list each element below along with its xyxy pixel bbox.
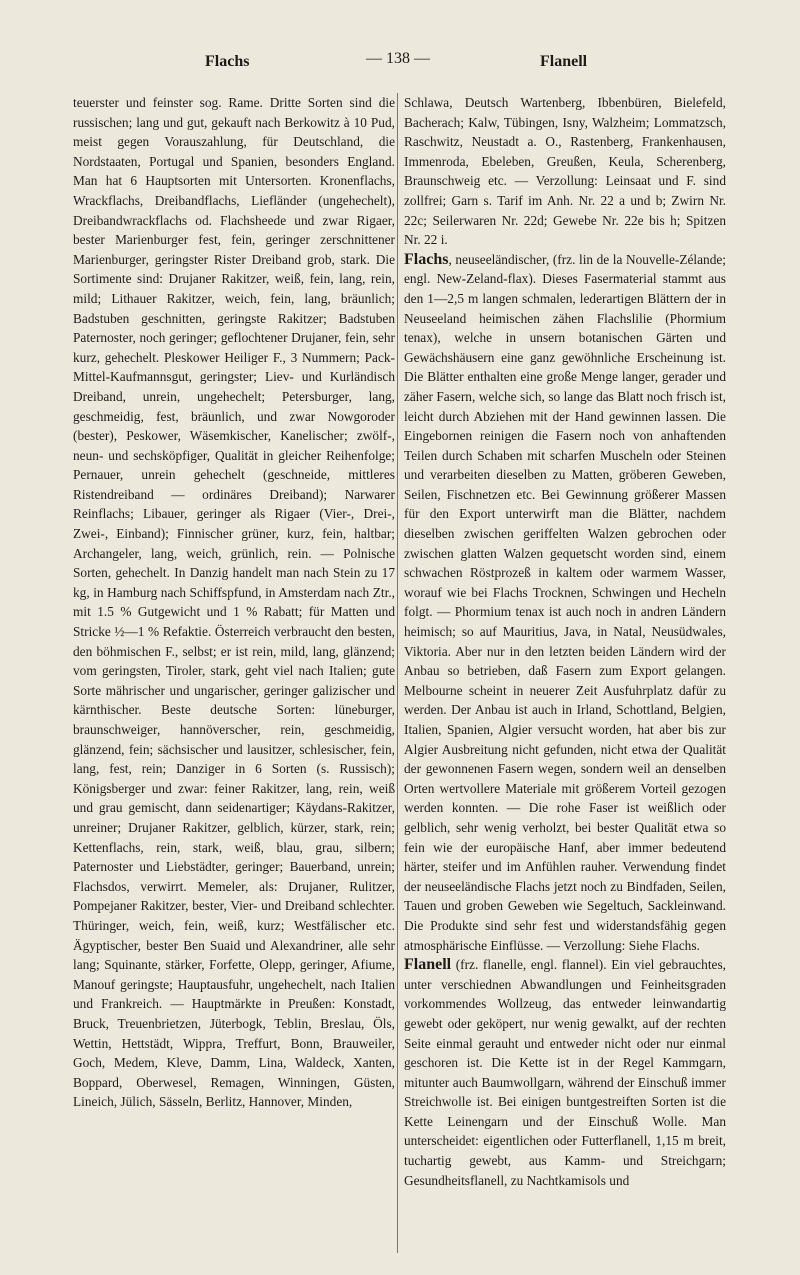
right-column bbox=[404, 93, 726, 1190]
entry-body: , neuseeländischer, (frz. lin de la Nouvelle-Zélande; engl. New-Zeland-flax). Dieses Fasermaterial stammt aus den 1—2,5 m langen schmalen, lederartigen Blättern der in Neuseeland heimischen zähen Flachslilie (Phormium tenax), welche in unsern botanischen Gärten und Gewächshäusern eine ganz gewöhnliche Erscheinung ist. Die Blätter enthalten eine große Menge langer, gerader und zäher Fasern, welche sich, so lange das Blatt noch frisch ist, leicht durch Abziehen mit der Hand gewinnen lassen. Die Eingebornen reinigen die Fasern noch von anhaftenden Teilen durch Schaben mit scharfen Muscheln oder Steinen und verarbeiten dieselben zu Matten, gröberen Geweben, Seilen, Fischnetzen etc. Bei Gewinnung größerer Massen für den Export unterwirft man die Blätter, nachdem dieselben zwischen geriffelten Walzen gebrochen oder zwischen glatten Walzen gequetscht worden sind, einem schwachen Röstprozeß in kaltem oder warmem Wasser, worauf wie bei Flachs Trocknen, Schwingen und Hecheln folgt. — Phormium tenax ist auch noch in andren Ländern heimisch; so auf Mauritius, Java, in Natal, Neusüdwales, Viktoria. Aber nur in den letzten beiden Ländern wird der Anbau so betrieben, daß Fasern zum Export gelangen. Melbourne scheint in neuerer Zeit Ausfuhrplatz dafür zu werden. Der Anbau ist auch in Irland, Schottland, Belgien, Italien, Spanien, Algier versucht worden, hat aber bis zur Algier Ausbreitung nicht gefunden, nicht etwa der Qualität der gewonnenen Fasern wegen, sondern weil an denselben Orten wertvollere Materiale mit größerem Vorteil gezogen werden konnten. — Die rohe Faser ist weißlich oder gelblich, sehr wenig verholzt, bei bester Qualität etwa so fein wie der europäische Hanf, aber immer bedeutend härter, steifer und im Anfühlen rauher. Verwendung findet der neuseeländische Flachs jetzt noch zu Bindfaden, Seilen, Tauen und groben Geweben wie Segeltuch, Sackleinwand. Die Produkte sind sehr fest und widerstandsfähig gegen atmosphärische Einflüsse. — Verzollung: Siehe Flachs. bbox=[404, 251, 726, 953]
entry-body: (frz. flanelle, engl. flannel). Ein viel gebrauchtes, unter verschiednen Abwandlungen und Feinheitsgraden vorkommendes Wollzeug, das entweder leinwandartig gewebt oder geköpert, nur wenig gewalkt, auf der rechten Seite einmal gerauht und entweder nicht oder nur einmal geschoren ist. Die Kette ist in der Regel Kammgarn, mitunter auch Baumwollgarn, während der Einschuß immer Streichwolle ist. Bei einigen buntgestreiften Sorten ist die Kette Leinengarn und der Einschuß Wolle. Man unterscheidet: eigentlichen oder Futterflanell, 1,15 m breit, tuchartig gewebt, aus Kamm- und Streichgarn; Gesundheitsflanell, zu Nachtkamisols und bbox=[404, 957, 726, 1188]
page-number: — 138 — bbox=[366, 50, 430, 67]
continued-text: Schlawa, Deutsch Wartenberg, Ibbenbüren, Bielefeld, Bacherach; Kalw, Tübingen, Isny, Walzheim; Lommatzsch, Raschwitz, Neustadt a. O., Rastenberg, Frankenhausen, Immenroda, Ebeleben, Greußen, Keula, Scherenberg, Braunschweig etc. — Verzollung: Leinsaat und F. sind zollfrei; Garn s. Tarif im Anh. Nr. 22 a und b; Zwirn Nr. 22c; Seilerwaren Nr. 22d; Gewebe Nr. 22e bis h; Spitzen Nr. 22 i. bbox=[404, 95, 726, 248]
running-header bbox=[0, 50, 800, 74]
header-right-keyword: Flanell bbox=[540, 53, 588, 70]
entry-keyword: Flanell bbox=[404, 956, 452, 974]
left-column bbox=[73, 93, 395, 1112]
column-divider bbox=[397, 93, 398, 1253]
header-left-keyword: Flachs bbox=[205, 53, 250, 70]
entry-keyword: Flachs bbox=[404, 250, 449, 268]
entry-flachs-neuseelaendischer bbox=[404, 250, 726, 955]
left-column-text: teuerster und feinster sog. Rame. Dritte Sorten sind die russischen; lang und gut, gekauft nach Berkowitz à 10 Pud, meist gegen Vorauszahlung, für Deutschland, die Nordstaaten, Portugal und Spanien, besonders England. Man hat 6 Hauptsorten mit Untersorten. Kronenflachs, Wrackflachs, Dreibandflachs, Liefländer (ungehechelt), Dreibandwrackflachs od. Flachsheede und zwar Rigaer, bester Marienburger fest, fein, geringer zerschnittener Marienburger, geringster Rister Dreiband grob, stark. Die Sortimente sind: Drujaner Rakitzer, weiß, fein, lang, rein, mild; Lithauer Rakitzer, weich, fein, lang, bräunlich; Badstuben geschnitten, geringste Rakitzer; Badstuben Paternoster, noch geringer; geflochtener Drujaner, fein, sehr kurz, gehechelt. Pleskower Heiliger F., 3 Nummern; Pack-Mittel-Kaufmannsgut, geringster; Liev- und Kurländisch Dreiband, unrein, ungehechelt; Petersburger, lang, geschmeidig, fest, bräunlich, und zwar Nowgoroder (bester), Peskower, Wäsemkischer, Kanelischer; zwölf-, neun- und sechsköpfiger, Qualität in gleicher Reihenfolge; Pernauer, unrein gehechelt (geschneide, mittleres Ristendreiband — ordinäres Dreiband); Narwarer Reinflachs; Libauer, geringer als Rigaer (Vier-, Drei-, Zwei-, Einband); Finnischer grüner, kurz, fein, haltbar; Archangeler, lang, weich, grünlich, rein. — Polnische Sorten, gehechelt. In Danzig handelt man nach Stein zu 17 kg, in Hamburg nach Schiffspfund, in Amsterdam nach Ztr., mit 1.5 % Gutgewicht und 1 % Rabatt; für Matten und Stricke ½—1 % Refaktie. Österreich verbraucht den besten, den böhmischen F., selbst; er ist rein, mild, lang, glänzend; vom geringsten, Tiroler, stark, geht viel nach Italien; gute Sorte mährischer und ungarischer, geringer galizischer und kärnthischer. Beste deutsche Sorten: lüneburger, braunschweiger, hannöverscher, rein, geschmeidig, glänzend, fein; sächsischer und lausitzer, schlesischer, fein, lang, fest, rein; Danziger in 6 Sorten (s. Russisch); Königsberger und zwar: feiner Rakitzer, lang, rein, weiß und grau gemischt, dann seidenartiger; Käydans-Rakitzer, unreiner; Drujaner Rakitzer, gelblich, kürzer, stark, rein; Kettenflachs, rein, stark, weiß, blau, grau, silbern; Paternoster und Liebstädter, geringer; Bauerband, unrein; Flachsdos, verwirrt. Memeler, als: Drujaner, Rulitzer, Pompejaner Rakitzer, bester, Vier- und Dreiband schlechter. Thüringer, weich, fein, weiß, kurz; Westfälischer etc. Ägyptischer, bester Ben Suaid und Alexandriner, alle sehr lang; Squinante, stärker, Forfette, Olepp, geringer, Afiume, Manouf geringste; Hauptausfuhr, ungehechelt, nach Italien und Frankreich. — Hauptmärkte in Preußen: Konstadt, Bruck, Treuenbrietzen, Jüterbogk, Teblin, Breslau, Öls, Wettin, Hettstädt, Wippra, Treffurt, Bonn, Brauweiler, Goch, Medem, Kleve, Damm, Lina, Waldeck, Xanten, Boppard, Oberwesel, Remagen, Winningen, Güsten, Lineich, Jülich, Sässeln, Berlitz, Hannover, Minden, bbox=[73, 95, 395, 1110]
entry-flanell bbox=[404, 955, 726, 1190]
